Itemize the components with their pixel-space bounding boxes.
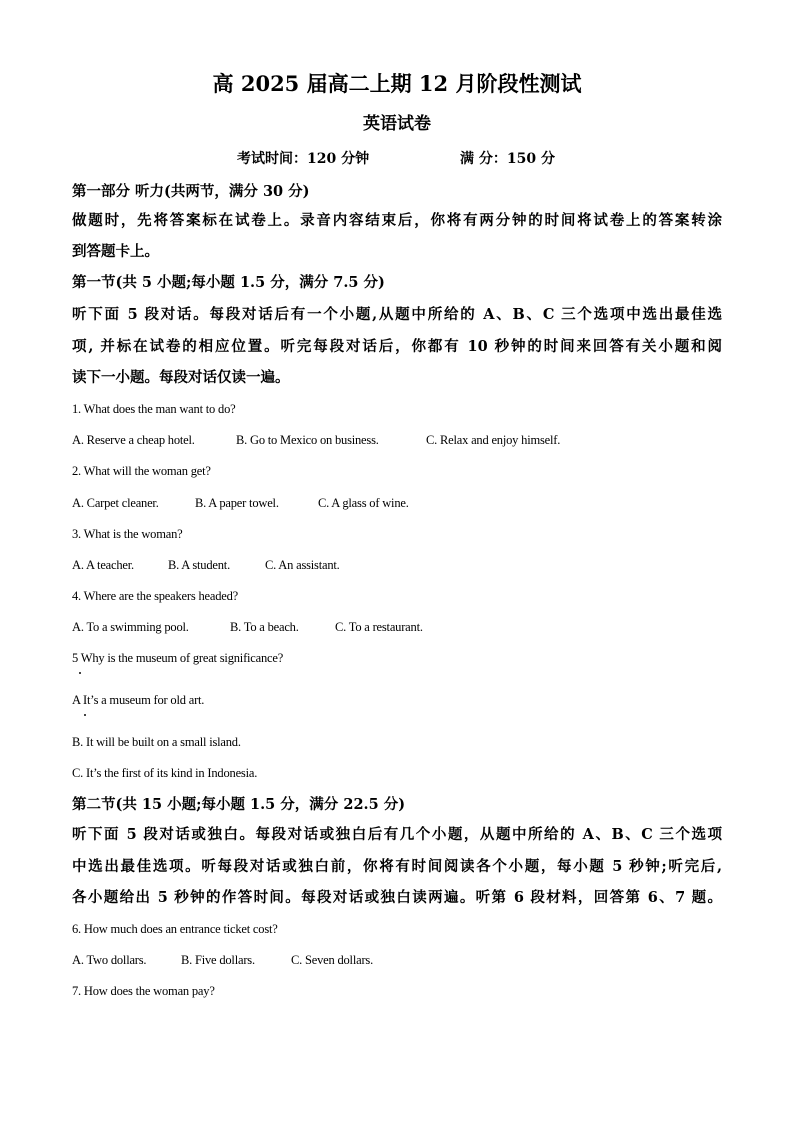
part1-heading: 第一部分 听力(共两节，满分 30 分) bbox=[72, 183, 310, 200]
q2-option-c: C. A glass of wine. bbox=[318, 496, 409, 510]
question-1: 1. What does the man want to do? bbox=[72, 402, 236, 416]
part1-instruction-line: 到答题卡上。 bbox=[72, 243, 159, 260]
q6-option-b: B. Five dollars. bbox=[181, 953, 255, 967]
question-7: 7. How does the woman pay? bbox=[72, 984, 215, 998]
section1-heading: 第一节(共 5 小题;每小题 1.5 分，满分 7.5 分) bbox=[72, 274, 385, 291]
question-2: 2. What will the woman get? bbox=[72, 464, 211, 478]
q2-option-b: B. A paper towel. bbox=[195, 496, 279, 510]
q5-option-c: C. It’s the first of its kind in Indonesia. bbox=[72, 766, 258, 780]
question-6: 6. How much does an entrance ticket cost? bbox=[72, 922, 278, 936]
q4-option-c: C. To a restaurant. bbox=[335, 620, 423, 634]
exam-time: 考试时间：120 分钟 bbox=[237, 151, 370, 167]
q1-option-b: B. Go to Mexico on business. bbox=[236, 433, 379, 447]
section2-heading: 第二节(共 15 小题;每小题 1.5 分，满分 22.5 分) bbox=[72, 796, 406, 813]
page-title: 高 2025 届高二上期 12 月阶段性测试 bbox=[212, 71, 582, 96]
section1-instruction-line: 读下一小题。每段对话仅读一遍。 bbox=[72, 369, 290, 386]
q3-option-b: B. A student. bbox=[168, 558, 230, 572]
section2-instruction-line: 各小题给出 5 秒钟的作答时间。每段对话或独白读两遍。听第 6 段材料，回答第 6、7 题。 bbox=[72, 889, 722, 906]
q6-option-a: A. Two dollars. bbox=[72, 953, 147, 967]
section1-instruction-line: 听下面 5 段对话。每段对话后有一个小题,从题中所给的 A、B、C 三个选项中选出最佳选 bbox=[72, 306, 722, 323]
section2-instruction-line: 听下面 5 段对话或独白。每段对话或独白后有几个小题，从题中所给的 A、B、C 三个选项 bbox=[72, 826, 722, 843]
q3-option-a: A. A teacher. bbox=[72, 558, 134, 572]
stray-mark bbox=[84, 714, 86, 716]
exam-score: 满 分：150 分 bbox=[460, 151, 555, 167]
q5-option-b: B. It will be built on a small island. bbox=[72, 735, 241, 749]
section1-instruction-line: 项, 并标在试卷的相应位置。听完每段对话后，你都有 10 秒钟的时间来回答有关小题和阅 bbox=[72, 338, 722, 355]
q1-option-a: A. Reserve a cheap hotel. bbox=[72, 433, 195, 447]
section2-instruction-line: 中选出最佳选项。听每段对话或独白前，你将有时间阅读各个小题，每小题 5 秒钟;听完后, bbox=[72, 858, 722, 875]
part1-instruction-line: 做题时，先将答案标在试卷上。录音内容结束后，你将有两分钟的时间将试卷上的答案转涂 bbox=[72, 212, 722, 229]
q3-option-c: C. An assistant. bbox=[265, 558, 340, 572]
question-5: 5 Why is the museum of great significance? bbox=[72, 651, 284, 665]
page-subtitle: 英语试卷 bbox=[363, 114, 431, 134]
question-3: 3. What is the woman? bbox=[72, 527, 183, 541]
q2-option-a: A. Carpet cleaner. bbox=[72, 496, 159, 510]
q5-option-a: A It’s a museum for old art. bbox=[72, 693, 205, 707]
q4-option-a: A. To a swimming pool. bbox=[72, 620, 189, 634]
q4-option-b: B. To a beach. bbox=[230, 620, 299, 634]
stray-mark bbox=[79, 672, 81, 674]
question-4: 4. Where are the speakers headed? bbox=[72, 589, 238, 603]
q6-option-c: C. Seven dollars. bbox=[291, 953, 374, 967]
q1-option-c: C. Relax and enjoy himself. bbox=[426, 433, 561, 447]
